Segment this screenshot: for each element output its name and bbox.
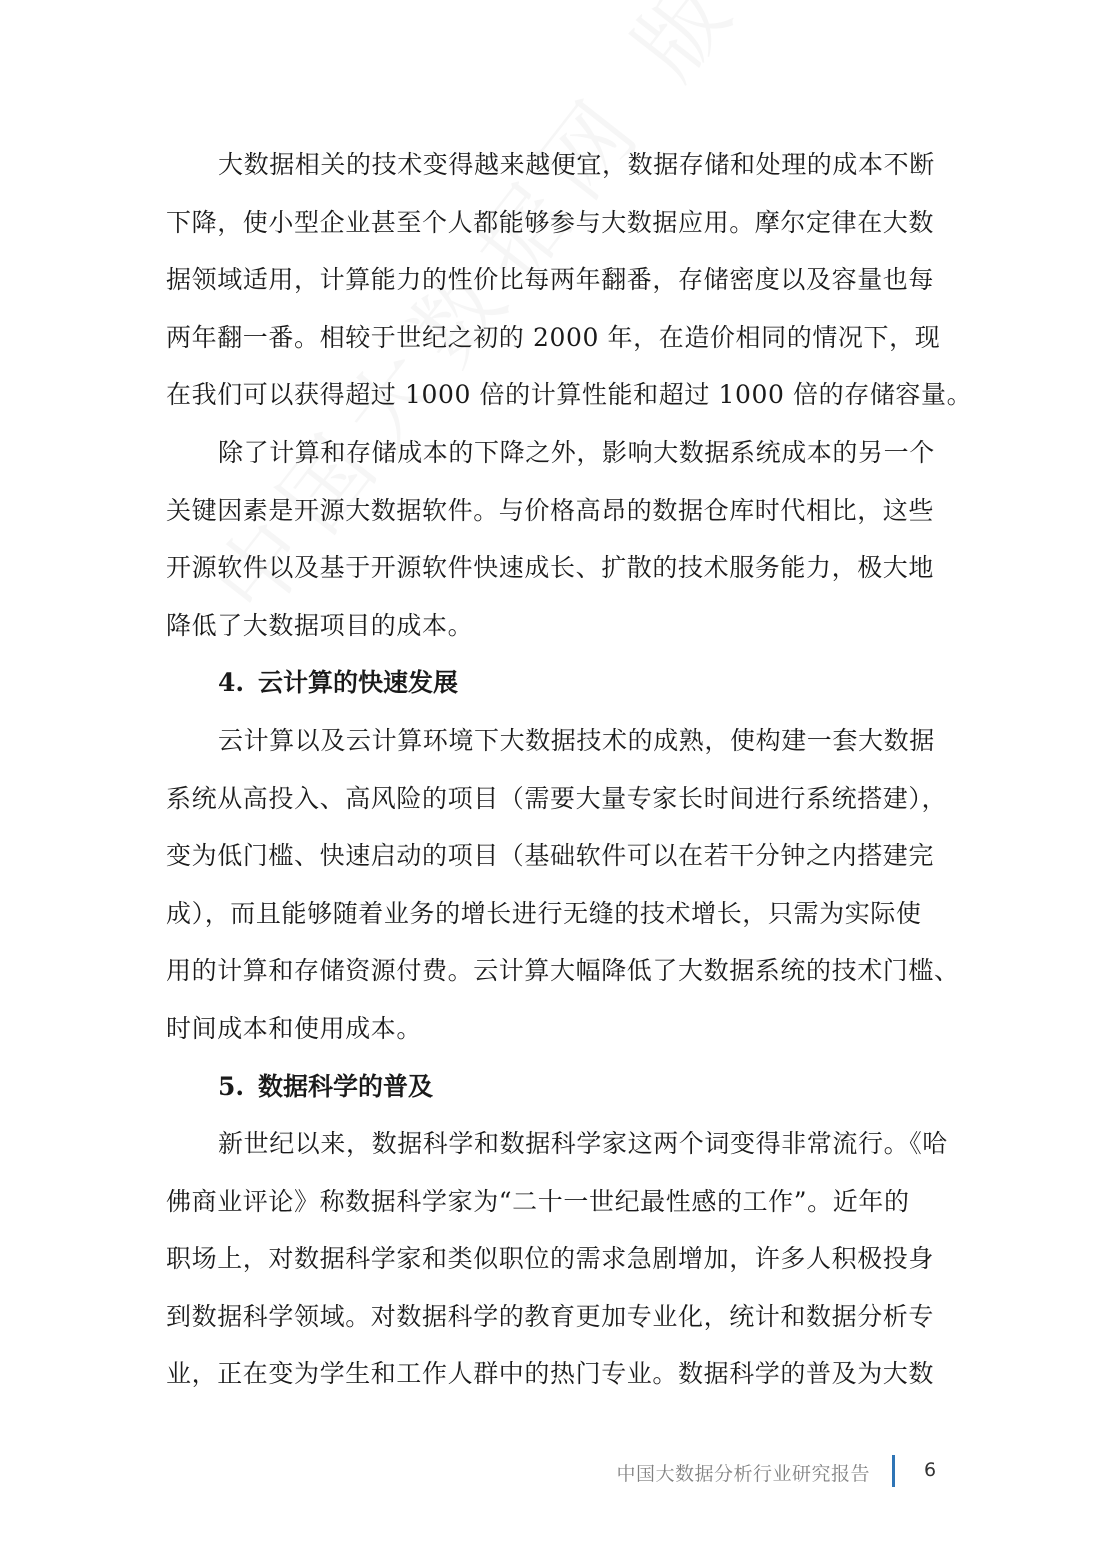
- section-heading-4: [166, 654, 938, 712]
- section-title: 数据科学的普及: [258, 1071, 434, 1101]
- section-number: 5.: [218, 1071, 245, 1101]
- section-number: 4.: [218, 668, 245, 698]
- page-content: [166, 136, 973, 1403]
- text-line: 降低了大数据项目的成本。: [166, 610, 474, 640]
- section-heading-5: [166, 1058, 938, 1116]
- text-line: 系统从高投入、高风险的项目（需要大量专家长时间进行系统搭建），: [166, 783, 948, 813]
- paragraph-data-science: [166, 1115, 948, 1403]
- text-line: 变为低门槛、快速启动的项目（基础软件可以在若干分钟之内搭建完: [166, 841, 935, 871]
- section-title: 云计算的快速发展: [258, 668, 459, 698]
- text-line: 开源软件以及基于开源软件快速成长、扩散的技术服务能力，极大地: [166, 553, 935, 583]
- text-line: 新世纪以来，数据科学和数据科学家这两个词变得非常流行。《哈: [218, 1129, 948, 1159]
- text-line: 下降，使小型企业甚至个人都能够参与大数据应用。摩尔定律在大数: [166, 207, 935, 237]
- paragraph-open-source: [166, 424, 938, 654]
- text-line: 两年翻一番。相较于世纪之初的 2000 年，在造价相同的情况下，现: [166, 322, 941, 352]
- text-line: 大数据相关的技术变得越来越便宜，数据存储和处理的成本不断: [218, 150, 935, 179]
- text-line: 职场上，对数据科学家和类似职位的需求急剧增加，许多人积极投身: [166, 1244, 935, 1274]
- paragraph-cost: [166, 136, 973, 424]
- paragraph-cloud: [166, 712, 960, 1058]
- page-footer: [0, 1455, 1102, 1495]
- report-title: 中国大数据分析行业研究报告: [616, 1463, 870, 1485]
- text-line: 佛商业评论》称数据科学家为“二十一世纪最性感的工作”。近年的: [166, 1186, 910, 1216]
- text-line: 在我们可以获得超过 1000 倍的计算性能和超过 1000 倍的存储容量。: [166, 380, 973, 410]
- footer-divider: [892, 1455, 895, 1487]
- text-line: 到数据科学领域。对数据科学的教育更加专业化，统计和数据分析专: [166, 1301, 935, 1331]
- text-line: 时间成本和使用成本。: [166, 1013, 423, 1043]
- text-line: 关键因素是开源大数据软件。与价格高昂的数据仓库时代相比，这些: [166, 495, 935, 525]
- text-line: 业，正在变为学生和工作人群中的热门专业。数据科学的普及为大数: [166, 1359, 935, 1389]
- text-line: 据领域适用，计算能力的性价比每两年翻番，存储密度以及容量也每: [166, 265, 935, 295]
- text-line: 用的计算和存储资源付费。云计算大幅降低了大数据系统的技术门槛、: [166, 956, 960, 986]
- text-line: 成），而且能够随着业务的增长进行无缝的技术增长，只需为实际使: [166, 898, 922, 928]
- page-number: 6: [924, 1459, 937, 1481]
- text-line: 除了计算和存储成本的下降之外，影响大数据系统成本的另一个: [218, 437, 935, 467]
- text-line: 云计算以及云计算环境下大数据技术的成熟，使构建一套大数据: [218, 725, 935, 755]
